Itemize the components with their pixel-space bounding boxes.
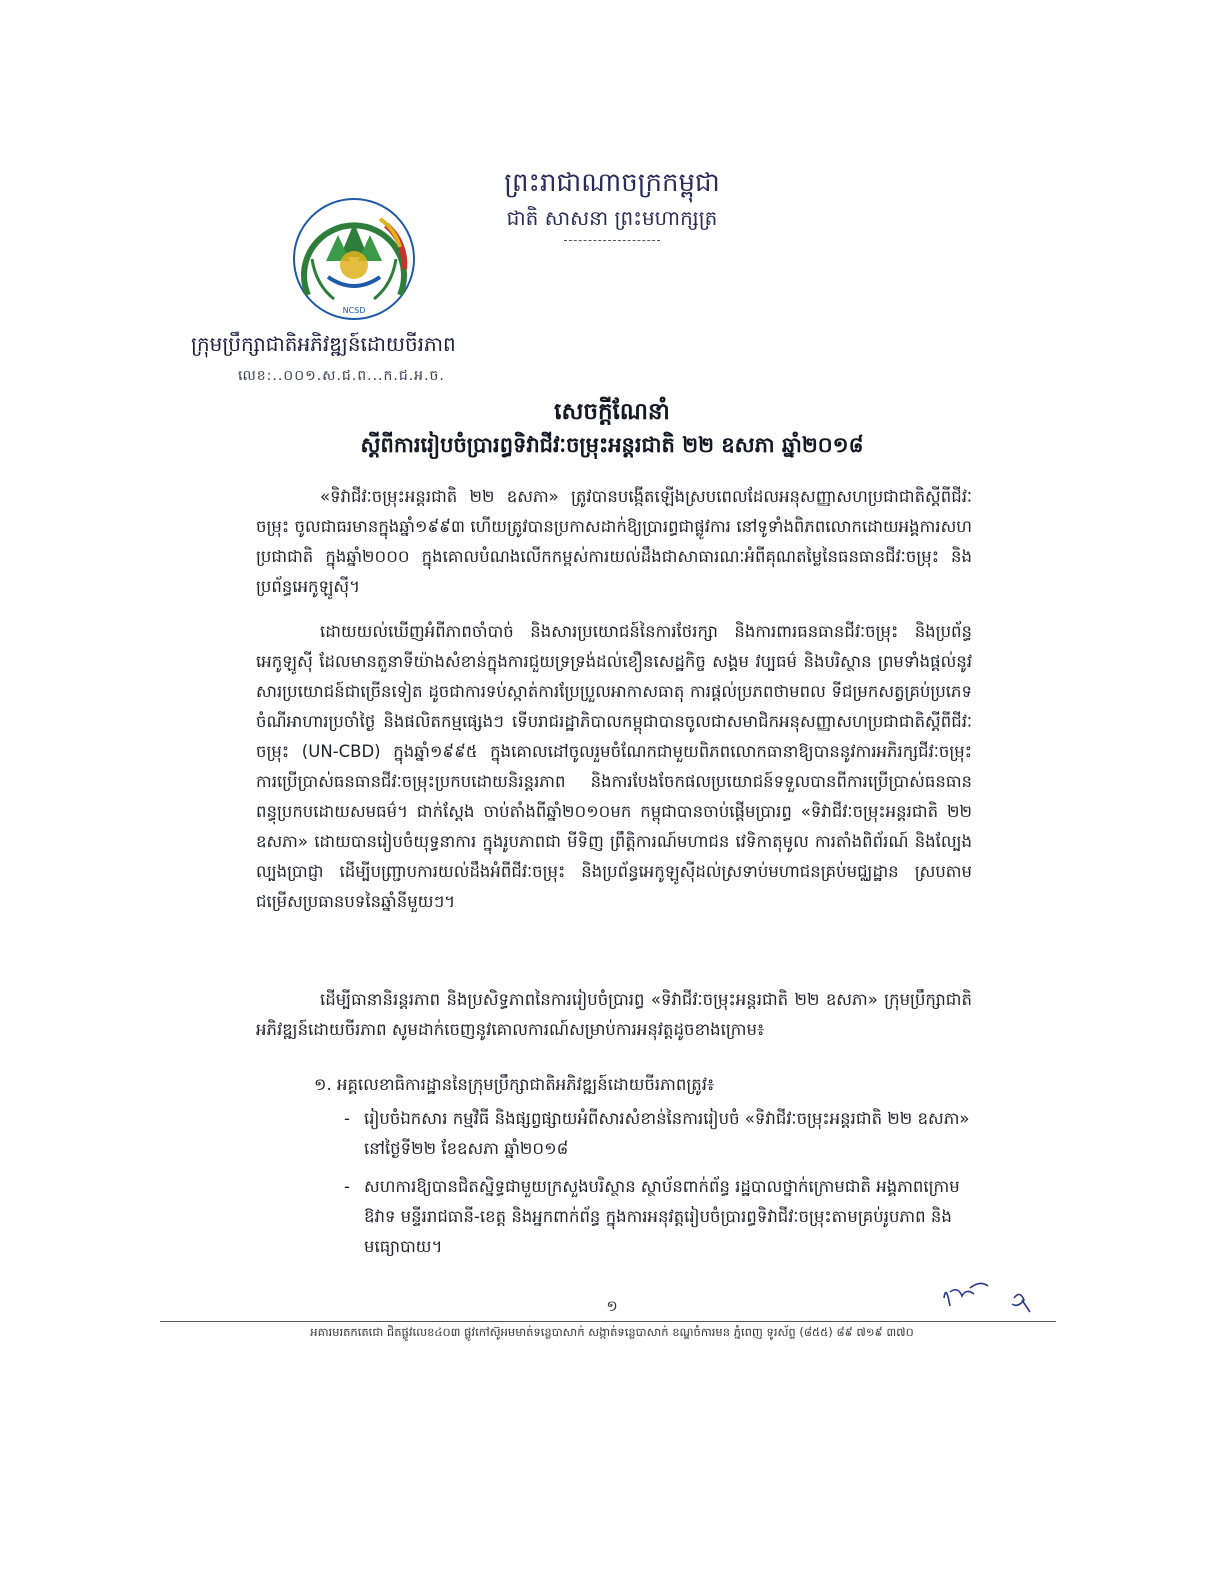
document-title: សេចក្តីណែនាំ bbox=[554, 399, 670, 425]
bullet-item bbox=[344, 1104, 974, 1164]
bullet-dash: - bbox=[344, 1109, 350, 1128]
ncsd-emblem-icon bbox=[268, 195, 440, 327]
national-motto: ជាតិ សាសនា ព្រះមហាក្សត្រ bbox=[506, 206, 718, 230]
logo-abbrev: NCSD bbox=[342, 306, 366, 315]
bullet-text: សហការឱ្យបានជិតស្និទ្ធជាមួយក្រសួងបរិស្ថាន ស្ថាប័នពាក់ព័ន្ធ រដ្ឋបាលថ្នាក់ក្រោមជាតិ អង្គភាពក្រោមឱវាទ មន្ទីររាជធានី-ខេត្ត និងអ្នកពាក់ព័ន្ធ ក្នុងការអនុវត្តរៀបចំប្រារព្ធទិវាជីវៈចម្រុះតាមគ្រប់រូបភាព និងមធ្យោបាយ។ bbox=[364, 1177, 960, 1256]
paragraph-text: «ទិវាជីវៈចម្រុះអន្តរជាតិ ២២ ឧសភា» ត្រូវបានបង្កើតឡើងស្របពេលដែលអនុសញ្ញាសហប្រជាជាតិស្តីពីជីវៈចម្រុះ ចូលជាធរមានក្នុងឆ្នាំ១៩៩៣ ហើយត្រូវបានប្រកាសដាក់ឱ្យប្រារព្ធជាផ្លូវការ នៅទូទាំងពិភពលោកដោយអង្គការសហប្រជាជាតិ ក្នុងឆ្នាំ២០០០ ក្នុងគោលបំណងលើកកម្ពស់ការយល់ដឹងជាសាធារណៈអំពីគុណតម្លៃនៃធនធានជីវៈចម្រុះ និងប្រព័ន្ធអេកូឡូស៊ី។ bbox=[256, 487, 972, 596]
bullet-text: រៀបចំឯកសារ កម្មវិធី និងផ្សព្វផ្សាយអំពីសារសំខាន់នៃការរៀបចំ «ទិវាជីវៈចម្រុះអន្តរជាតិ ២២ ឧសភា» នៅថ្ងៃទី២២ ខែឧសភា ឆ្នាំ២០១៨ bbox=[364, 1109, 970, 1158]
document-subtitle: ស្តីពីការរៀបចំប្រារព្ធទិវាជីវៈចម្រុះអន្តរជាតិ ២២ ឧសភា ឆ្នាំ២០១៨ bbox=[360, 433, 864, 457]
paragraph-1 bbox=[256, 482, 972, 602]
paragraph-text: ដោយយល់ឃើញអំពីភាពចាំបាច់ និងសារប្រយោជន៍នៃការថែរក្សា និងការពារធនធានជីវៈចម្រុះ និងប្រព័ន្ធអេកូឡូស៊ី ដែលមានតួនាទីយ៉ាងសំខាន់ក្នុងការជួយទ្រទ្រង់ដល់ខឿនសេដ្ឋកិច្ច សង្គម វប្បធម៌ និងបរិស្ថាន ព្រមទាំងផ្តល់នូវសារប្រយោជន៍ជាច្រើនទៀត ដូចជាការទប់ស្កាត់ការប្រែប្រួលអាកាសធាតុ ការផ្តល់ប្រភពថាមពល ទីជម្រកសត្វគ្រប់ប្រភេទ ចំណីអាហារប្រចាំថ្ងៃ និងផលិតកម្មផ្សេងៗ ទើបរាជរដ្ឋាភិបាលកម្ពុជាបានចូលជាសមាជិកអនុសញ្ញាសហប្រជាជាតិស្តីពីជីវៈចម្រុះ (UN-CBD) ក្នុងឆ្នាំ១៩៩៥ ក្នុងគោលដៅចូលរួមចំណែកជាមួយពិភពលោកធានាឱ្យបាននូវការអភិរក្សជីវៈចម្រុះ ការប្រើប្រាស់ធនធានជីវៈចម្រុះប្រកបដោយនិរន្តរភាព និងការបែងចែកផលប្រយោជន៍ទទួលបានពីការប្រើប្រាស់ធនធានពន្ធុប្រកបដោយសមធម៌។ ជាក់ស្តែង ចាប់តាំងពីឆ្នាំ២០១០មក កម្ពុជាបានចាប់ផ្តើមប្រារព្ធ «ទិវាជីវៈចម្រុះអន្តរជាតិ ២២ ឧសភា» ដោយបានរៀបចំយុទ្ធនាការ ក្នុងរូបភាពជា មីទិញ ព្រឹត្តិការណ៍មហាជន វេទិកាតុមូល ការតាំងពិព័រណ៍ និងល្បែងល្បងប្រាជ្ញា ដើម្បីបញ្ជ្រាបការយល់ដឹងអំពីជីវៈចម្រុះ និងប្រព័ន្ធអេកូឡូស៊ីដល់ស្រទាប់មហាជនគ្រប់មជ្ឈដ្ឋាន ស្របតាមជម្រើសប្រធានបទនៃឆ្នាំនីមួយៗ។ bbox=[256, 622, 972, 911]
ncsd-logo bbox=[268, 195, 440, 327]
paragraph-text: ដើម្បីធានានិរន្តរភាព និងប្រសិទ្ធភាពនៃការរៀបចំប្រារព្ធ «ទិវាជីវៈចម្រុះអន្តរជាតិ ២២ ឧសភា» ក្រុមប្រឹក្សាជាតិអភិវឌ្ឍន៍ដោយចីរភាព សូមដាក់ចេញនូវគោលការណ៍សម្រាប់ការអនុវត្តដូចខាងក្រោម៖ bbox=[256, 990, 972, 1039]
paragraph-3 bbox=[256, 985, 972, 1045]
page-number: ១ bbox=[606, 1297, 618, 1315]
bullet-item bbox=[344, 1172, 974, 1262]
bullet-dash: - bbox=[344, 1177, 350, 1196]
footer-address: អគារមរតកតេជោ ជិតផ្លូវលេខ៤០៣ ផ្លូវកៅស៊ូអមមាត់ទន្លេបាសាក់ សង្កាត់ទន្លេបាសាក់ ខណ្ឌចំការមន ភ្នំពេញ ទូរស័ព្ទ (៨៥៥) ៨៩ ៧១៩ ៣៧០ bbox=[310, 1325, 914, 1339]
reference-number: លេខ:..០០១.ស.ជ.ព...ក.ជ.អ.ច. bbox=[238, 368, 445, 384]
footer-divider bbox=[160, 1321, 1056, 1322]
motto-divider bbox=[564, 240, 660, 241]
organization-name: ក្រុមប្រឹក្សាជាតិអភិវឌ្ឍន៍ដោយចីរភាព bbox=[191, 332, 456, 356]
paragraph-2 bbox=[256, 617, 972, 917]
list-item-1: ១. អគ្គលេខាធិការដ្ឋាននៃក្រុមប្រឹក្សាជាតិអភិវឌ្ឍន៍ដោយចីរភាពត្រូវ៖ bbox=[314, 1075, 715, 1094]
kingdom-heading: ព្រះរាជាណាចក្រកម្ពុជា bbox=[504, 168, 720, 198]
